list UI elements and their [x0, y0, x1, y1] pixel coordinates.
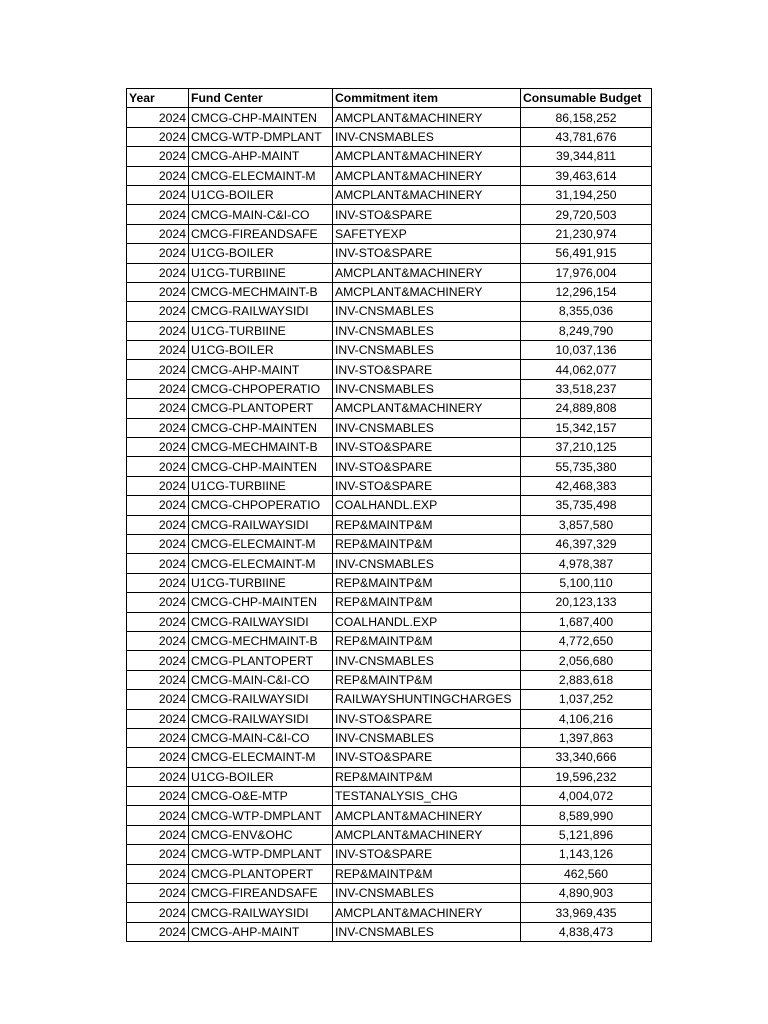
budget-cell: 20,123,133: [521, 593, 652, 612]
commitment-item-cell: AMCPLANT&MACHINERY: [333, 263, 521, 282]
budget-cell: 43,781,676: [521, 127, 652, 146]
fund-center-cell: U1CG-TURBIINE: [189, 321, 333, 340]
table-row: [127, 360, 652, 379]
fund-center-cell: U1CG-TURBIINE: [189, 263, 333, 282]
table-row: [127, 302, 652, 321]
table-row: [127, 845, 652, 864]
commitment-item-cell: INV-CNSMABLES: [333, 554, 521, 573]
fund-center-cell: CMCG-ENV&OHC: [189, 825, 333, 844]
commitment-item-cell: INV-CNSMABLES: [333, 379, 521, 398]
budget-cell: 4,004,072: [521, 787, 652, 806]
table-row: [127, 767, 652, 786]
budget-cell: 4,890,903: [521, 884, 652, 903]
year-cell: 2024: [127, 534, 189, 553]
commitment-item-cell: INV-CNSMABLES: [333, 341, 521, 360]
commitment-item-cell: INV-STO&SPARE: [333, 709, 521, 728]
fund-center-cell: CMCG-O&E-MTP: [189, 787, 333, 806]
table-row: [127, 573, 652, 592]
budget-cell: 1,687,400: [521, 612, 652, 631]
commitment-item-cell: INV-CNSMABLES: [333, 127, 521, 146]
header-year: Year: [127, 89, 189, 108]
commitment-item-cell: INV-CNSMABLES: [333, 728, 521, 747]
table-row: [127, 205, 652, 224]
year-cell: 2024: [127, 690, 189, 709]
fund-center-cell: CMCG-MAIN-C&I-CO: [189, 670, 333, 689]
fund-center-cell: CMCG-WTP-DMPLANT: [189, 806, 333, 825]
year-cell: 2024: [127, 205, 189, 224]
year-cell: 2024: [127, 224, 189, 243]
budget-cell: 19,596,232: [521, 767, 652, 786]
year-cell: 2024: [127, 593, 189, 612]
commitment-item-cell: AMCPLANT&MACHINERY: [333, 166, 521, 185]
fund-center-cell: CMCG-CHPOPERATIO: [189, 496, 333, 515]
budget-cell: 33,969,435: [521, 903, 652, 922]
year-cell: 2024: [127, 787, 189, 806]
commitment-item-cell: REP&MAINTP&M: [333, 593, 521, 612]
year-cell: 2024: [127, 884, 189, 903]
year-cell: 2024: [127, 515, 189, 534]
year-cell: 2024: [127, 864, 189, 883]
year-cell: 2024: [127, 903, 189, 922]
commitment-item-cell: AMCPLANT&MACHINERY: [333, 903, 521, 922]
commitment-item-cell: INV-CNSMABLES: [333, 651, 521, 670]
budget-cell: 1,143,126: [521, 845, 652, 864]
budget-cell: 31,194,250: [521, 185, 652, 204]
budget-cell: 29,720,503: [521, 205, 652, 224]
fund-center-cell: U1CG-BOILER: [189, 185, 333, 204]
year-cell: 2024: [127, 108, 189, 127]
commitment-item-cell: COALHANDL.EXP: [333, 496, 521, 515]
year-cell: 2024: [127, 399, 189, 418]
table-row: [127, 922, 652, 941]
year-cell: 2024: [127, 845, 189, 864]
table-row: [127, 457, 652, 476]
year-cell: 2024: [127, 806, 189, 825]
table-row: [127, 593, 652, 612]
fund-center-cell: CMCG-FIREANDSAFE: [189, 884, 333, 903]
table-row: [127, 864, 652, 883]
budget-cell: 17,976,004: [521, 263, 652, 282]
fund-center-cell: CMCG-AHP-MAINT: [189, 360, 333, 379]
fund-center-cell: CMCG-MECHMAINT-B: [189, 438, 333, 457]
table-row: [127, 399, 652, 418]
commitment-item-cell: REP&MAINTP&M: [333, 573, 521, 592]
year-cell: 2024: [127, 670, 189, 689]
table-row: [127, 651, 652, 670]
budget-cell: 8,355,036: [521, 302, 652, 321]
commitment-item-cell: AMCPLANT&MACHINERY: [333, 806, 521, 825]
commitment-item-cell: INV-STO&SPARE: [333, 438, 521, 457]
budget-cell: 8,249,790: [521, 321, 652, 340]
fund-center-cell: CMCG-RAILWAYSIDI: [189, 690, 333, 709]
budget-cell: 42,468,383: [521, 476, 652, 495]
table-row: [127, 147, 652, 166]
budget-cell: 35,735,498: [521, 496, 652, 515]
fund-center-cell: U1CG-TURBIINE: [189, 476, 333, 495]
budget-cell: 33,518,237: [521, 379, 652, 398]
commitment-item-cell: AMCPLANT&MACHINERY: [333, 108, 521, 127]
table-row: [127, 438, 652, 457]
table-row: [127, 341, 652, 360]
commitment-item-cell: AMCPLANT&MACHINERY: [333, 147, 521, 166]
budget-cell: 4,106,216: [521, 709, 652, 728]
commitment-item-cell: INV-CNSMABLES: [333, 302, 521, 321]
budget-cell: 10,037,136: [521, 341, 652, 360]
table-row: [127, 185, 652, 204]
fund-center-cell: CMCG-PLANTOPERT: [189, 864, 333, 883]
table-row: [127, 108, 652, 127]
year-cell: 2024: [127, 244, 189, 263]
commitment-item-cell: REP&MAINTP&M: [333, 515, 521, 534]
fund-center-cell: CMCG-MAIN-C&I-CO: [189, 205, 333, 224]
fund-center-cell: CMCG-CHP-MAINTEN: [189, 418, 333, 437]
table-row: [127, 806, 652, 825]
commitment-item-cell: INV-CNSMABLES: [333, 922, 521, 941]
table-row: [127, 612, 652, 631]
commitment-item-cell: AMCPLANT&MACHINERY: [333, 185, 521, 204]
fund-center-cell: CMCG-CHPOPERATIO: [189, 379, 333, 398]
budget-cell: 4,838,473: [521, 922, 652, 941]
commitment-item-cell: INV-STO&SPARE: [333, 845, 521, 864]
fund-center-cell: CMCG-AHP-MAINT: [189, 147, 333, 166]
fund-center-cell: CMCG-RAILWAYSIDI: [189, 302, 333, 321]
table-row: [127, 321, 652, 340]
fund-center-cell: CMCG-RAILWAYSIDI: [189, 515, 333, 534]
fund-center-cell: CMCG-WTP-DMPLANT: [189, 127, 333, 146]
table-row: [127, 709, 652, 728]
commitment-item-cell: REP&MAINTP&M: [333, 864, 521, 883]
fund-center-cell: CMCG-PLANTOPERT: [189, 651, 333, 670]
table-row: [127, 670, 652, 689]
table-row: [127, 127, 652, 146]
budget-cell: 462,560: [521, 864, 652, 883]
budget-cell: 1,037,252: [521, 690, 652, 709]
table-row: [127, 554, 652, 573]
year-cell: 2024: [127, 457, 189, 476]
year-cell: 2024: [127, 554, 189, 573]
table-row: [127, 379, 652, 398]
table-row: [127, 515, 652, 534]
year-cell: 2024: [127, 127, 189, 146]
fund-center-cell: CMCG-AHP-MAINT: [189, 922, 333, 941]
commitment-item-cell: REP&MAINTP&M: [333, 670, 521, 689]
table-row: [127, 787, 652, 806]
budget-cell: 5,100,110: [521, 573, 652, 592]
fund-center-cell: CMCG-FIREANDSAFE: [189, 224, 333, 243]
fund-center-cell: CMCG-ELECMAINT-M: [189, 748, 333, 767]
fund-center-cell: CMCG-ELECMAINT-M: [189, 554, 333, 573]
commitment-item-cell: REP&MAINTP&M: [333, 534, 521, 553]
table-row: [127, 496, 652, 515]
year-cell: 2024: [127, 166, 189, 185]
year-cell: 2024: [127, 282, 189, 301]
table-row: [127, 224, 652, 243]
fund-center-cell: CMCG-MAIN-C&I-CO: [189, 728, 333, 747]
budget-cell: 46,397,329: [521, 534, 652, 553]
fund-center-cell: CMCG-RAILWAYSIDI: [189, 612, 333, 631]
year-cell: 2024: [127, 651, 189, 670]
fund-center-cell: CMCG-MECHMAINT-B: [189, 282, 333, 301]
year-cell: 2024: [127, 922, 189, 941]
commitment-item-cell: COALHANDL.EXP: [333, 612, 521, 631]
year-cell: 2024: [127, 728, 189, 747]
commitment-item-cell: AMCPLANT&MACHINERY: [333, 282, 521, 301]
fund-center-cell: CMCG-WTP-DMPLANT: [189, 845, 333, 864]
table-row: [127, 244, 652, 263]
budget-cell: 21,230,974: [521, 224, 652, 243]
commitment-item-cell: INV-STO&SPARE: [333, 748, 521, 767]
table-row: [127, 748, 652, 767]
fund-center-cell: U1CG-BOILER: [189, 244, 333, 263]
commitment-item-cell: INV-STO&SPARE: [333, 476, 521, 495]
year-cell: 2024: [127, 767, 189, 786]
year-cell: 2024: [127, 709, 189, 728]
table-header: [127, 89, 652, 108]
budget-cell: 44,062,077: [521, 360, 652, 379]
budget-cell: 37,210,125: [521, 438, 652, 457]
table-row: [127, 418, 652, 437]
budget-cell: 33,340,666: [521, 748, 652, 767]
year-cell: 2024: [127, 185, 189, 204]
table-row: [127, 263, 652, 282]
table-row: [127, 534, 652, 553]
header-commitment-item: Commitment item: [333, 89, 521, 108]
year-cell: 2024: [127, 573, 189, 592]
commitment-item-cell: INV-CNSMABLES: [333, 418, 521, 437]
commitment-item-cell: SAFETYEXP: [333, 224, 521, 243]
fund-center-cell: CMCG-RAILWAYSIDI: [189, 903, 333, 922]
fund-center-cell: U1CG-TURBIINE: [189, 573, 333, 592]
year-cell: 2024: [127, 360, 189, 379]
table-body: [127, 108, 652, 942]
fund-center-cell: U1CG-BOILER: [189, 767, 333, 786]
commitment-item-cell: INV-STO&SPARE: [333, 244, 521, 263]
year-cell: 2024: [127, 748, 189, 767]
fund-center-cell: CMCG-CHP-MAINTEN: [189, 593, 333, 612]
table-row: [127, 903, 652, 922]
year-cell: 2024: [127, 302, 189, 321]
budget-cell: 4,772,650: [521, 631, 652, 650]
table-row: [127, 728, 652, 747]
year-cell: 2024: [127, 379, 189, 398]
budget-cell: 4,978,387: [521, 554, 652, 573]
commitment-item-cell: INV-CNSMABLES: [333, 321, 521, 340]
commitment-item-cell: RAILWAYSHUNTINGCHARGES: [333, 690, 521, 709]
year-cell: 2024: [127, 341, 189, 360]
budget-cell: 2,883,618: [521, 670, 652, 689]
commitment-item-cell: INV-CNSMABLES: [333, 884, 521, 903]
table-row: [127, 282, 652, 301]
budget-cell: 5,121,896: [521, 825, 652, 844]
header-row: [127, 89, 652, 108]
table-row: [127, 690, 652, 709]
year-cell: 2024: [127, 476, 189, 495]
header-consumable-budget: Consumable Budget: [521, 89, 652, 108]
budget-cell: 8,589,990: [521, 806, 652, 825]
budget-cell: 55,735,380: [521, 457, 652, 476]
commitment-item-cell: AMCPLANT&MACHINERY: [333, 399, 521, 418]
year-cell: 2024: [127, 438, 189, 457]
table-row: [127, 166, 652, 185]
year-cell: 2024: [127, 263, 189, 282]
year-cell: 2024: [127, 825, 189, 844]
table-row: [127, 884, 652, 903]
fund-center-cell: CMCG-MECHMAINT-B: [189, 631, 333, 650]
fund-center-cell: CMCG-ELECMAINT-M: [189, 534, 333, 553]
budget-table: [126, 88, 652, 942]
budget-cell: 24,889,808: [521, 399, 652, 418]
budget-cell: 12,296,154: [521, 282, 652, 301]
budget-cell: 39,344,811: [521, 147, 652, 166]
commitment-item-cell: REP&MAINTP&M: [333, 631, 521, 650]
commitment-item-cell: TESTANALYSIS_CHG: [333, 787, 521, 806]
year-cell: 2024: [127, 612, 189, 631]
budget-cell: 86,158,252: [521, 108, 652, 127]
year-cell: 2024: [127, 496, 189, 515]
fund-center-cell: CMCG-CHP-MAINTEN: [189, 108, 333, 127]
budget-cell: 39,463,614: [521, 166, 652, 185]
budget-cell: 15,342,157: [521, 418, 652, 437]
table-row: [127, 476, 652, 495]
fund-center-cell: CMCG-ELECMAINT-M: [189, 166, 333, 185]
header-fund-center: Fund Center: [189, 89, 333, 108]
commitment-item-cell: INV-STO&SPARE: [333, 205, 521, 224]
commitment-item-cell: REP&MAINTP&M: [333, 767, 521, 786]
fund-center-cell: U1CG-BOILER: [189, 341, 333, 360]
year-cell: 2024: [127, 321, 189, 340]
year-cell: 2024: [127, 631, 189, 650]
commitment-item-cell: INV-STO&SPARE: [333, 360, 521, 379]
year-cell: 2024: [127, 418, 189, 437]
budget-cell: 56,491,915: [521, 244, 652, 263]
budget-cell: 3,857,580: [521, 515, 652, 534]
budget-cell: 2,056,680: [521, 651, 652, 670]
year-cell: 2024: [127, 147, 189, 166]
budget-cell: 1,397,863: [521, 728, 652, 747]
commitment-item-cell: AMCPLANT&MACHINERY: [333, 825, 521, 844]
fund-center-cell: CMCG-RAILWAYSIDI: [189, 709, 333, 728]
commitment-item-cell: INV-STO&SPARE: [333, 457, 521, 476]
fund-center-cell: CMCG-PLANTOPERT: [189, 399, 333, 418]
table-row: [127, 825, 652, 844]
table-row: [127, 631, 652, 650]
fund-center-cell: CMCG-CHP-MAINTEN: [189, 457, 333, 476]
